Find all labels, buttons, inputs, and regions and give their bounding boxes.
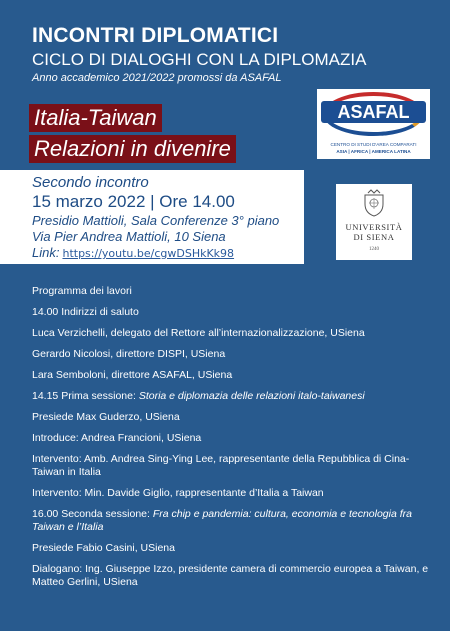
program-heading: Programma dei lavori [32,285,132,297]
program-item [32,487,432,500]
program-list [32,285,432,597]
program-item [32,542,432,555]
event-link-label: Link: [32,245,60,260]
university-name-line-1: UNIVERSITÀ [345,222,403,232]
university-crest-icon [362,189,386,217]
program-item-text: 14.15 Prima sessione: [32,390,139,402]
event-link-row [32,245,234,262]
event-title-line-2: Relazioni in divenire [29,135,236,163]
program-item-text: Luca Verzichelli, delegato del Rettore all’internazionalizzazione, USiena [32,327,365,339]
program-item [32,411,432,424]
program-item-text: Gerardo Nicolosi, direttore DISPI, USiena [32,348,226,360]
event-date-time: 15 marzo 2022 | Ore 14.00 [32,192,235,211]
event-address: Via Pier Andrea Mattioli, 10 Siena [32,229,226,244]
session-title: Fra chip e pandemia: cultura, economia e tecnologia fra Taiwan e l’Italia [32,508,412,533]
header-title: INCONTRI DIPLOMATICI [32,24,279,47]
program-item-text: 14.00 Indirizzi di saluto [32,306,139,318]
program-item [32,348,432,361]
program-item-text: Lara Semboloni, direttore ASAFAL, USiena [32,369,233,381]
university-name-line-2: DI SIENA [353,232,395,242]
program-item [32,306,432,319]
program-item-text: Intervento: Min. Davide Giglio, rappresentante d’Italia a Taiwan [32,487,324,499]
program-item [32,327,432,340]
asafal-logo-subtitle: CENTRO DI STUDI D'AREA COMPARATI [330,142,417,147]
asafal-logo-regions: ASIA | AFRICA | AMERICA LATINA [336,149,411,154]
program-item [32,390,432,403]
program-item [32,508,432,534]
event-sequence: Secondo incontro [32,174,149,191]
header-subtitle: CICLO DI DIALOGHI CON LA DIPLOMAZIA [32,50,367,69]
event-title-line-1: Italia-Taiwan [29,104,162,132]
university-founding-year: 1240 [369,247,379,252]
university-logo [336,184,412,260]
program-item-text: Presiede Max Guderzo, USiena [32,411,180,423]
youtube-link[interactable]: https://youtu.be/cgwDSHkKk98 [62,247,235,260]
program-item-text: Intervento: Amb. Andrea Sing-Ying Lee, rappresentante della Repubblica di Cina-Taiwan in Italia [32,453,410,478]
program-item [32,453,432,479]
asafal-logo [317,89,430,159]
event-venue: Presidio Mattioli, Sala Conferenze 3° piano [32,213,280,228]
asafal-logo-word: ASAFAL [321,101,426,123]
program-item-text: Presiede Fabio Casini, USiena [32,542,175,554]
program-item-text: Dialogano: Ing. Giuseppe Izzo, presidente camera di commercio europea a Taiwan, e Matteo Gerlini, USiena [32,563,429,588]
program-item-text: Introduce: Andrea Francioni, USiena [32,432,202,444]
program-item-text: 16.00 Seconda sessione: [32,508,153,520]
program-item [32,369,432,382]
event-info-box [0,170,304,264]
program-item [32,432,432,445]
academic-year-line: Anno accademico 2021/2022 promossi da ASAFAL [32,72,282,84]
program-item [32,563,432,589]
session-title: Storia e diplomazia delle relazioni italo-taiwanesi [138,390,365,402]
